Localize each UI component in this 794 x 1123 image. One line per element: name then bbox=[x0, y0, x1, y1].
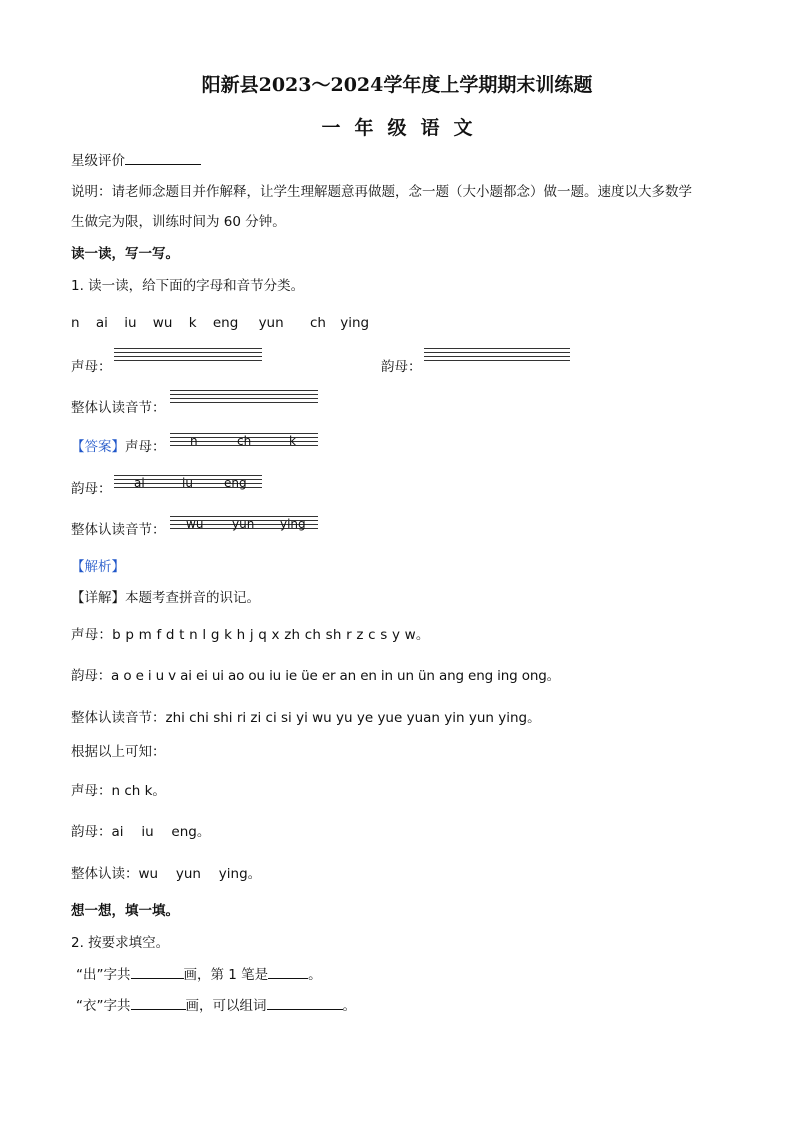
fill-2-text-b: 画，可以组词 bbox=[185, 998, 267, 1014]
rating-label: 星级评价 bbox=[71, 153, 125, 169]
answer-zhengti-label: 整体认读音节： bbox=[71, 522, 166, 538]
word-blank[interactable] bbox=[267, 995, 343, 1010]
syllable: ai bbox=[95, 315, 108, 331]
fill-1-text-c: 。 bbox=[308, 967, 322, 983]
detail-row bbox=[71, 588, 260, 608]
answer-shengmu-item: ch bbox=[237, 434, 252, 448]
syllable: eng bbox=[212, 315, 239, 331]
answer-zhengti-item: ying bbox=[280, 517, 306, 531]
fill-1-text-a: “出”字共 bbox=[76, 967, 131, 983]
answer-yunmu-item: eng bbox=[224, 476, 247, 490]
section-heading-2: 想一想，填一填。 bbox=[71, 903, 179, 919]
answer-tag: 【答案】 bbox=[71, 439, 125, 455]
yunmu-pinyin-lines[interactable] bbox=[424, 348, 570, 364]
answer-shengmu-row bbox=[71, 437, 166, 457]
answer-zhengti-item: yun bbox=[232, 517, 255, 531]
shengmu-pinyin-lines[interactable] bbox=[114, 348, 262, 364]
analysis-tag: 【解析】 bbox=[71, 559, 125, 575]
list-shengmu: 声母：b p m f d t n l g k h j q x zh ch sh r z c s y w。 bbox=[71, 627, 430, 643]
fill-line-2 bbox=[76, 995, 356, 1016]
answer-zhengti-lines bbox=[170, 516, 318, 532]
answer-shengmu-item: n bbox=[190, 434, 198, 448]
conclusion: 根据以上可知： bbox=[71, 744, 166, 760]
zhengti-label: 整体认读音节： bbox=[71, 400, 166, 416]
answer-yunmu-item: iu bbox=[182, 476, 193, 490]
syllable: iu bbox=[124, 315, 137, 331]
answer-yunmu-label: 韵母： bbox=[71, 481, 112, 497]
stroke-count-blank[interactable] bbox=[131, 995, 186, 1010]
fill-1-text-b: 画，第 1 笔是 bbox=[183, 967, 269, 983]
answer-zhengti-item: wu bbox=[186, 517, 204, 531]
question-2-prompt: 2. 按要求填空。 bbox=[71, 935, 170, 951]
result-zhengti: 整体认读：wu yun ying。 bbox=[71, 866, 262, 882]
page-title: 阳新县2023～2024学年度上学期期末训练题 bbox=[201, 74, 593, 96]
syllable: k bbox=[188, 315, 197, 331]
fill-line-1 bbox=[76, 964, 322, 985]
page-subtitle: 一年级语文 bbox=[321, 117, 487, 139]
question-1-prompt: 1. 读一读，给下面的字母和音节分类。 bbox=[71, 278, 305, 294]
shengmu-label: 声母： bbox=[71, 359, 112, 375]
yunmu-label: 韵母： bbox=[381, 359, 422, 375]
detail-tag: 【详解】 bbox=[71, 590, 125, 606]
stroke-count-blank[interactable] bbox=[131, 964, 184, 979]
syllable: wu bbox=[152, 315, 173, 331]
rating-blank[interactable] bbox=[125, 150, 201, 165]
syllable: ch bbox=[309, 315, 326, 331]
section-heading-1: 读一读，写一写。 bbox=[71, 246, 179, 262]
fill-2-text-a: “衣”字共 bbox=[76, 998, 131, 1014]
first-stroke-blank[interactable] bbox=[268, 964, 308, 979]
syllable-row bbox=[71, 313, 369, 333]
answer-shengmu-lines bbox=[170, 433, 318, 449]
detail-text: 本题考查拼音的识记。 bbox=[125, 590, 260, 606]
answer-shengmu-label: 声母： bbox=[125, 439, 166, 455]
answer-yunmu-item: ai bbox=[134, 476, 145, 490]
note-line-1: 说明：请老师念题目并作解释，让学生理解题意再做题，念一题（大小题都念）做一题。速度以大多数学 bbox=[71, 184, 692, 200]
rating-row bbox=[71, 150, 201, 171]
result-shengmu: 声母：n ch k。 bbox=[71, 783, 166, 799]
zhengti-pinyin-lines[interactable] bbox=[170, 390, 318, 406]
note-line-2: 生做完为限，训练时间为 60 分钟。 bbox=[71, 214, 286, 230]
answer-shengmu-item: k bbox=[289, 434, 296, 448]
syllable: ying bbox=[340, 315, 370, 331]
list-yunmu: 韵母：a o e i u v ai ei ui ao ou iu ie üe er an en in un ün ang eng ing ong。 bbox=[71, 668, 561, 684]
answer-yunmu-lines bbox=[114, 475, 262, 491]
list-zhengti: 整体认读音节：zhi chi shi ri zi ci si yi wu yu ye yue yuan yin yun ying。 bbox=[71, 710, 541, 726]
syllable: n bbox=[71, 315, 80, 331]
syllable: yun bbox=[258, 315, 284, 331]
fill-2-text-c: 。 bbox=[342, 998, 356, 1014]
result-yunmu: 韵母：ai iu eng。 bbox=[71, 824, 211, 840]
